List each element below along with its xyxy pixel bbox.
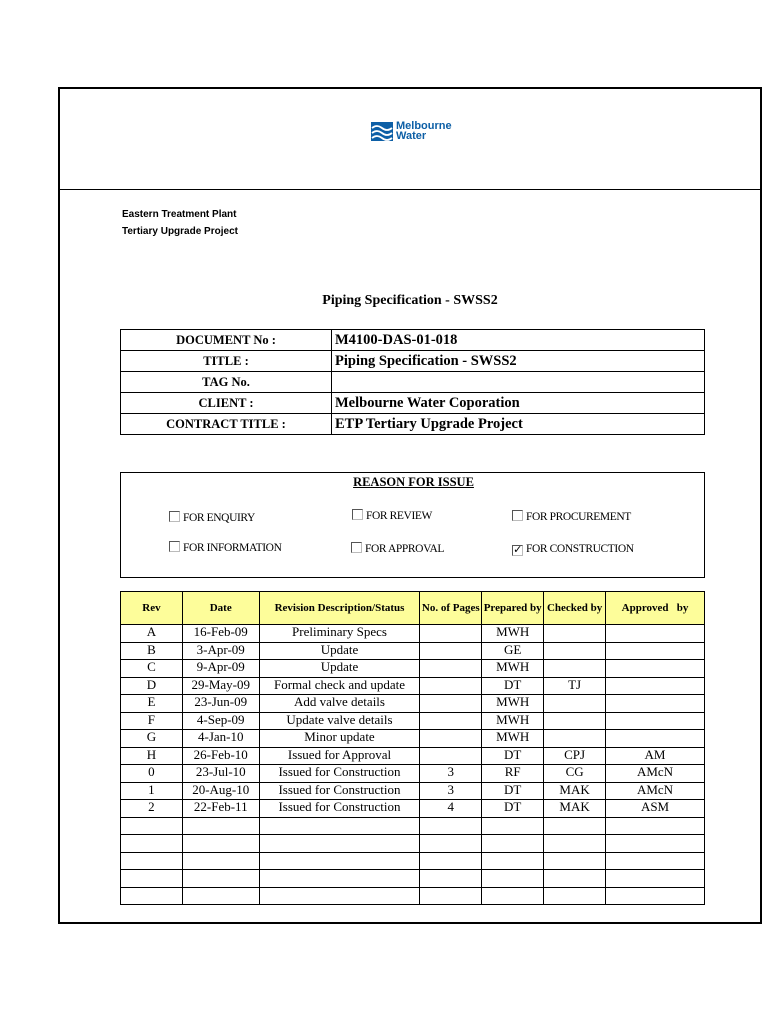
cell-description: Add valve details	[259, 695, 420, 713]
cell-checked	[544, 660, 606, 678]
cell-pages	[420, 625, 482, 643]
document-frame	[58, 87, 762, 924]
info-row	[121, 330, 705, 351]
cell-checked	[544, 835, 606, 853]
cell-prepared	[482, 835, 544, 853]
cell-rev: 0	[121, 765, 183, 783]
cell-approved	[606, 730, 705, 748]
cell-description: Preliminary Specs	[259, 625, 420, 643]
cell-description: Issued for Approval	[259, 747, 420, 765]
logo-wordmark	[396, 121, 452, 141]
table-row	[121, 730, 705, 748]
table-row	[121, 660, 705, 678]
cell-checked: CPJ	[544, 747, 606, 765]
option-label: FOR PROCUREMENT	[526, 511, 631, 523]
info-row	[121, 372, 705, 393]
cell-date: 3-Apr-09	[182, 642, 259, 660]
cell-description	[259, 870, 420, 888]
col-header-rev: Rev	[121, 592, 183, 625]
cell-date: 16-Feb-09	[182, 625, 259, 643]
cell-date: 20-Aug-10	[182, 782, 259, 800]
table-row	[121, 782, 705, 800]
option-label: FOR INFORMATION	[183, 542, 282, 554]
cell-description: Update	[259, 660, 420, 678]
cell-rev	[121, 870, 183, 888]
table-row	[121, 817, 705, 835]
info-label: TITLE :	[121, 351, 332, 372]
cell-pages	[420, 660, 482, 678]
cell-prepared: DT	[482, 782, 544, 800]
cell-date	[182, 870, 259, 888]
cell-rev: 2	[121, 800, 183, 818]
cell-date: 22-Feb-11	[182, 800, 259, 818]
cell-prepared: DT	[482, 747, 544, 765]
cell-pages	[420, 747, 482, 765]
cell-description	[259, 887, 420, 905]
info-row	[121, 414, 705, 435]
cell-prepared: MWH	[482, 695, 544, 713]
cell-pages	[420, 835, 482, 853]
info-value: Melbourne Water Coporation	[332, 393, 705, 414]
col-header-checked: Checked by	[544, 592, 606, 625]
cell-prepared	[482, 817, 544, 835]
table-row	[121, 747, 705, 765]
checkbox[interactable]	[169, 541, 180, 552]
cell-rev: D	[121, 677, 183, 695]
cell-prepared: MWH	[482, 625, 544, 643]
cell-approved: ASM	[606, 800, 705, 818]
option-for-procurement[interactable]	[512, 510, 631, 523]
cell-date	[182, 835, 259, 853]
table-row	[121, 870, 705, 888]
cell-approved	[606, 887, 705, 905]
cell-rev	[121, 852, 183, 870]
cell-checked: MAK	[544, 800, 606, 818]
info-value: M4100-DAS-01-018	[332, 330, 705, 351]
table-row	[121, 835, 705, 853]
logo-line-1: Melbourne	[396, 120, 452, 132]
table-row	[121, 712, 705, 730]
table-row	[121, 642, 705, 660]
checkbox[interactable]	[351, 542, 362, 553]
cell-description: Update	[259, 642, 420, 660]
cell-prepared	[482, 852, 544, 870]
cell-approved	[606, 852, 705, 870]
cell-date: 26-Feb-10	[182, 747, 259, 765]
cell-rev: H	[121, 747, 183, 765]
cell-date: 29-May-09	[182, 677, 259, 695]
option-for-enquiry[interactable]	[169, 511, 255, 524]
revision-header-row	[121, 592, 705, 625]
cell-checked	[544, 712, 606, 730]
project-name: Tertiary Upgrade Project	[122, 226, 238, 237]
cell-rev	[121, 835, 183, 853]
cell-pages	[420, 642, 482, 660]
cell-prepared	[482, 870, 544, 888]
cell-description: Issued for Construction	[259, 782, 420, 800]
cell-prepared: GE	[482, 642, 544, 660]
col-header-description: Revision Description/Status	[259, 592, 420, 625]
cell-approved	[606, 642, 705, 660]
cell-checked: TJ	[544, 677, 606, 695]
cell-prepared: MWH	[482, 660, 544, 678]
col-header-prepared: Prepared by	[482, 592, 544, 625]
table-row	[121, 625, 705, 643]
cell-pages	[420, 887, 482, 905]
info-label: TAG No.	[121, 372, 332, 393]
option-for-information[interactable]	[169, 541, 281, 554]
cell-prepared: MWH	[482, 730, 544, 748]
cell-pages	[420, 677, 482, 695]
table-row	[121, 765, 705, 783]
info-row	[121, 393, 705, 414]
col-header-pages: No. of Pages	[420, 592, 482, 625]
cell-checked	[544, 870, 606, 888]
col-header-approved: Approved by	[606, 592, 705, 625]
checkbox[interactable]	[512, 510, 523, 521]
cell-description: Update valve details	[259, 712, 420, 730]
document-info-table	[120, 329, 705, 435]
cell-description: Minor update	[259, 730, 420, 748]
info-value: ETP Tertiary Upgrade Project	[332, 414, 705, 435]
option-label: FOR ENQUIRY	[183, 512, 255, 524]
cell-pages	[420, 730, 482, 748]
cell-rev	[121, 817, 183, 835]
cell-pages	[420, 870, 482, 888]
cell-approved	[606, 695, 705, 713]
cell-pages: 3	[420, 782, 482, 800]
table-row	[121, 887, 705, 905]
cell-rev: E	[121, 695, 183, 713]
checkbox[interactable]	[169, 511, 180, 522]
cell-approved: AMcN	[606, 782, 705, 800]
cell-date	[182, 887, 259, 905]
cell-description: Issued for Construction	[259, 800, 420, 818]
cell-prepared	[482, 887, 544, 905]
cell-prepared: DT	[482, 677, 544, 695]
cell-approved	[606, 677, 705, 695]
cell-date: 4-Sep-09	[182, 712, 259, 730]
checkbox[interactable]	[352, 509, 363, 520]
revision-rows	[121, 625, 705, 905]
cell-approved	[606, 835, 705, 853]
option-for-construction[interactable]	[512, 543, 634, 556]
document-heading: Piping Specification - SWSS2	[322, 293, 498, 308]
option-label: FOR APPROVAL	[365, 543, 445, 555]
reason-for-issue-box	[120, 472, 705, 578]
cell-checked	[544, 625, 606, 643]
cell-date: 23-Jul-10	[182, 765, 259, 783]
cell-prepared: DT	[482, 800, 544, 818]
cell-rev: C	[121, 660, 183, 678]
cell-pages	[420, 712, 482, 730]
info-value: Piping Specification - SWSS2	[332, 351, 705, 372]
option-label: FOR CONSTRUCTION	[526, 543, 634, 555]
cell-approved	[606, 660, 705, 678]
plant-name: Eastern Treatment Plant	[122, 209, 237, 220]
cell-description: Formal check and update	[259, 677, 420, 695]
table-row	[121, 677, 705, 695]
cell-checked	[544, 695, 606, 713]
cell-pages	[420, 695, 482, 713]
cell-rev: B	[121, 642, 183, 660]
reason-title: REASON FOR ISSUE	[353, 475, 474, 489]
cell-approved: AMcN	[606, 765, 705, 783]
cell-pages: 3	[420, 765, 482, 783]
cell-date: 9-Apr-09	[182, 660, 259, 678]
cell-pages: 4	[420, 800, 482, 818]
cell-rev: 1	[121, 782, 183, 800]
info-label: CONTRACT TITLE :	[121, 414, 332, 435]
header-divider	[60, 189, 760, 190]
cell-checked	[544, 730, 606, 748]
cell-approved	[606, 625, 705, 643]
wave-logo-icon	[371, 122, 393, 141]
option-label: FOR REVIEW	[366, 510, 432, 522]
cell-pages	[420, 817, 482, 835]
info-label: CLIENT :	[121, 393, 332, 414]
revision-table	[120, 591, 705, 905]
table-row	[121, 852, 705, 870]
info-label: DOCUMENT No :	[121, 330, 332, 351]
cell-description	[259, 817, 420, 835]
cell-date	[182, 852, 259, 870]
cell-rev	[121, 887, 183, 905]
table-row	[121, 695, 705, 713]
cell-approved: AM	[606, 747, 705, 765]
cell-approved	[606, 712, 705, 730]
cell-description: Issued for Construction	[259, 765, 420, 783]
info-row	[121, 351, 705, 372]
cell-checked	[544, 817, 606, 835]
option-for-review[interactable]	[352, 509, 432, 522]
checkbox[interactable]: ✓	[513, 544, 522, 556]
cell-checked	[544, 887, 606, 905]
cell-rev: F	[121, 712, 183, 730]
cell-description	[259, 852, 420, 870]
info-value	[332, 372, 705, 393]
cell-checked: CG	[544, 765, 606, 783]
cell-rev: G	[121, 730, 183, 748]
cell-rev: A	[121, 625, 183, 643]
table-row	[121, 800, 705, 818]
cell-pages	[420, 852, 482, 870]
logo-line-2: Water	[396, 130, 427, 142]
cell-description	[259, 835, 420, 853]
cell-checked	[544, 852, 606, 870]
cell-prepared: RF	[482, 765, 544, 783]
col-header-date: Date	[182, 592, 259, 625]
cell-approved	[606, 870, 705, 888]
cell-checked	[544, 642, 606, 660]
cell-checked: MAK	[544, 782, 606, 800]
cell-date: 23-Jun-09	[182, 695, 259, 713]
cell-prepared: MWH	[482, 712, 544, 730]
cell-approved	[606, 817, 705, 835]
cell-date	[182, 817, 259, 835]
option-for-approval[interactable]	[351, 542, 444, 555]
melbourne-water-logo	[371, 122, 471, 144]
cell-date: 4-Jan-10	[182, 730, 259, 748]
